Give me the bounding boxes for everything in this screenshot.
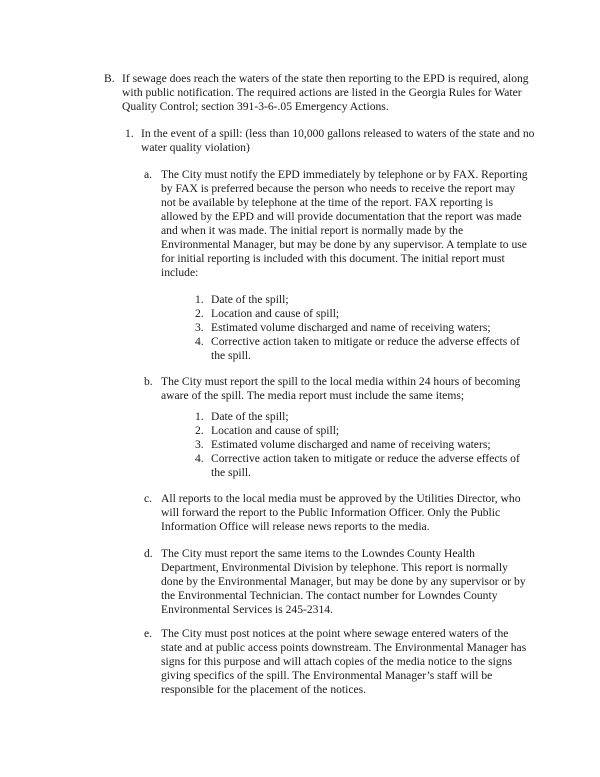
list-item: 1. Date of the spill; (195, 293, 289, 306)
list-item: 2. Location and cause of spill; (195, 424, 340, 437)
item-d (144, 547, 528, 617)
item-1-text: In the event of a spill: (less than 10,000 gallons released to waters of the state and no water quality violation) (141, 127, 535, 154)
item-d-label: d. (144, 547, 153, 560)
section-b (104, 72, 536, 114)
item-d-text: The City must report the same items to the Lowndes County Health Department, Environmental Division by telephone. This report is normally done by the Environmental Manager, but may be done by any supervisor or by the Environmental Technician. The contact number for Lowndes County Environmental Services is 245-2314. (161, 547, 526, 616)
item-e-label: e. (144, 627, 153, 640)
item-a-list (195, 293, 530, 363)
list-item: 2. Location and cause of spill; (195, 307, 340, 320)
item-c-text: All reports to the local media must be approved by the Utilities Director, who will forward the report to the Public Information Officer. Only the Public Information Office will release news reports to the media. (161, 492, 521, 533)
list-item: 4. Corrective action taken to mitigate or reduce the adverse effects of the spill. (195, 452, 520, 479)
item-1 (125, 127, 538, 155)
item-b-label: b. (144, 375, 153, 388)
list-item: 1. Date of the spill; (195, 410, 289, 423)
list-item: 3. Estimated volume discharged and name of receiving waters; (195, 321, 491, 334)
item-1-label: 1. (125, 127, 134, 140)
item-c (144, 492, 528, 534)
item-b (144, 375, 528, 403)
item-e-text: The City must post notices at the point where sewage entered waters of the state and at public access points downstream. The Environmental Manager has signs for this purpose and will attach copies of the media notice to the signs giving specifics of the spill. The Environmental Manager’s staff will be responsible for the placement of the notices. (161, 627, 527, 696)
list-item: 4. Corrective action taken to mitigate or reduce the adverse effects of the spill. (195, 335, 520, 362)
item-a-label: a. (144, 168, 153, 181)
item-b-text: The City must report the spill to the local media within 24 hours of becoming aware of the spill. The media report must include the same items; (161, 375, 521, 402)
section-b-text: If sewage does reach the waters of the state then reporting to the EPD is required, along with public notification. The required actions are listed in the Georgia Rules for Water Quality Control; section 391-3-6-.05 Emergency Actions. (122, 72, 529, 113)
item-b-list (195, 410, 530, 480)
list-item: 3. Estimated volume discharged and name of receiving waters; (195, 438, 491, 451)
section-b-label: B. (104, 72, 115, 85)
item-e (144, 627, 528, 697)
item-c-label: c. (144, 492, 153, 505)
item-a-text: The City must notify the EPD immediately by telephone or by FAX. Reporting by FAX is preferred because the person who needs to receive the report may not be available by telephone at the time of the report. FAX reporting is allowed by the EPD and will provide documentation that the report was made and when it was made. The initial report is normally made by the Environmental Manager, but may be done by any supervisor. A template to use for initial reporting is included with this document. The initial report must include: (161, 168, 528, 279)
item-a (144, 168, 528, 280)
